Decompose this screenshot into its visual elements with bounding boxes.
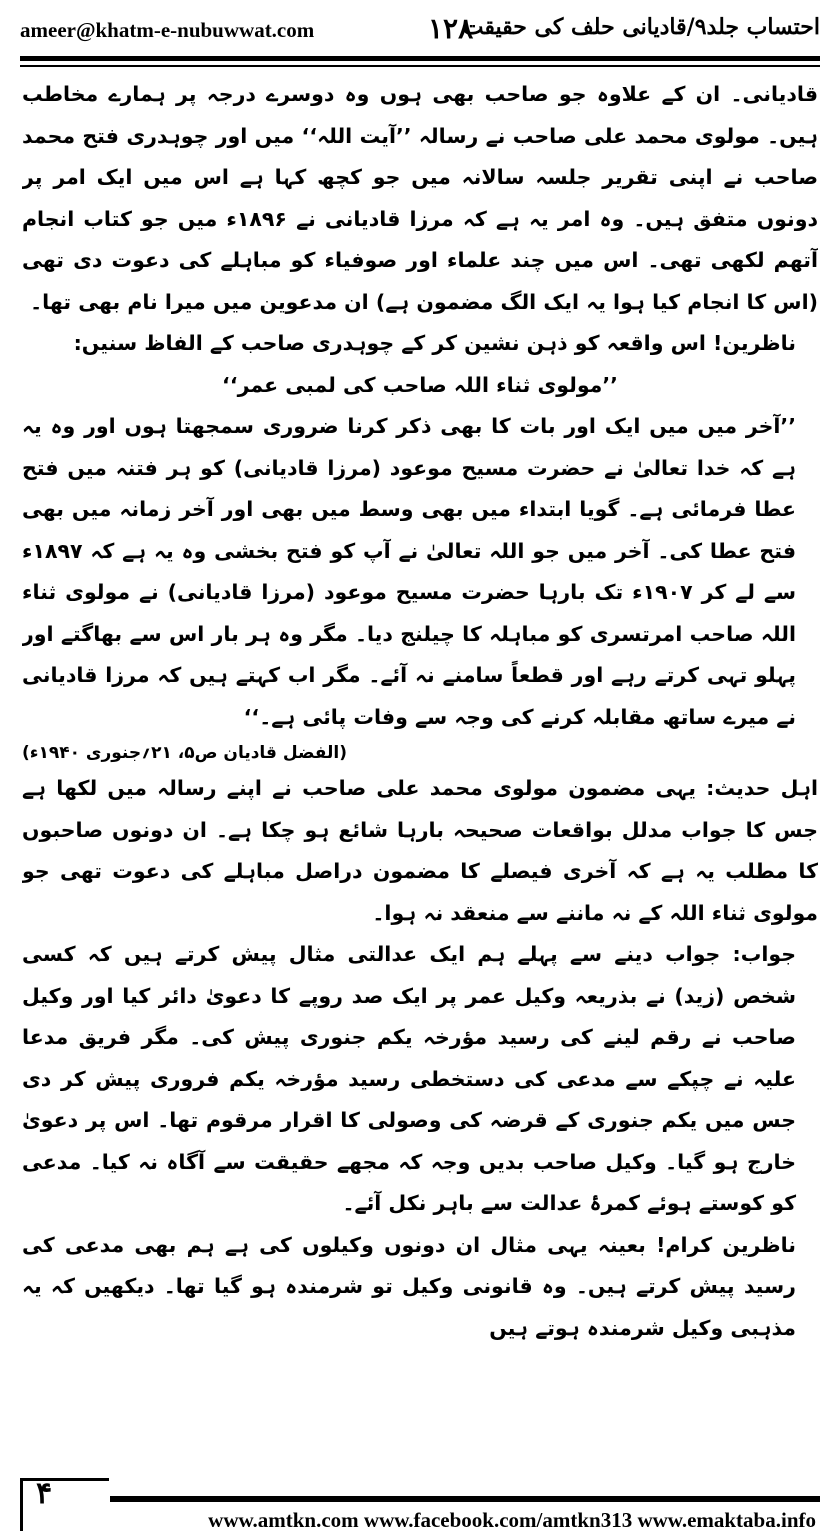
quote-heading: ’’مولوی ثناء اللہ صاحب کی لمبی عمر‘‘ [222,372,618,397]
header-rule-thin [20,65,820,67]
footer-page-marker: ۴ [36,1476,53,1511]
paragraph-1: قادیانی۔ ان کے علاوہ جو صاحب بھی ہوں وہ دوسرے درجہ پر ہمارے مخاطب ہیں۔ مولوی محمد علی صاحب نے رسالہ ’’آیت اللہ‘‘ میں اور چوہدری فتح محمد صاحب نے اپنی تقریر جلسہ سالانہ میں جو کچھ کہا ہے اس میں ایک امر پر دونوں متفق ہیں۔ وہ امر یہ ہے کہ مرزا قادیانی نے ۱۸۹۶ء میں جو کتاب انجام آتھم لکھی تھی۔ اس میں چند علماء اور صوفیاء کو مباہلے کی دعوت دی تھی (اس کا انجام کیا ہوا یہ ایک الگ مضمون ہے) ان مدعوین میں میرا نام بھی تھا۔ [22,82,818,314]
paragraph-3: اہل حدیث: یہی مضمون مولوی محمد علی صاحب نے اپنے رسالہ میں لکھا ہے جس کا جواب مدلل بواقعات صحیحہ بارہا شائع ہو چکا ہے۔ ان دونوں صاحبوں کا مطلب یہ ہے کہ آخری فیصلے کا مضمون دراصل مباہلے کی دعوت تھی جو مولوی ثناء اللہ کے نہ ماننے سے منعقد نہ ہوا۔ [22,776,818,925]
paragraph-5: ناظرین کرام! بعینہ یہی مثال ان دونوں وکیلوں کی ہے ہم بھی مدعی کی رسید پیش کرتے ہیں۔ وہ قانونی وکیل تو شرمندہ ہو گیا تھا۔ دیکھیں کہ یہ مذہبی وکیل شرمندہ ہوتے ہیں [22,1232,796,1340]
paragraph-2: ناظرین! اس واقعہ کو ذہن نشین کر کے چوہدری صاحب کے الفاظ سنیں: [73,331,796,355]
page-header [20,10,820,54]
footer-page-tab [20,1478,109,1531]
header-rule-thick [20,56,820,61]
header-email: ameer@khatm-e-nubuwwat.com [20,18,315,42]
footer-urls: www.amtkn.com www.facebook.com/amtkn313 www.emaktaba.info [208,1508,816,1532]
page-number: ۱۲۸ [428,12,474,45]
running-title: احتساب جلد۹/قادیانی حلف کی حقیقت [462,14,820,40]
page-body [22,74,818,1454]
quote-body: ’’آخر میں میں ایک اور بات کا بھی ذکر کرنا ضروری سمجھتا ہوں اور وہ یہ ہے کہ خدا تعالیٰ نے حضرت مسیح موعود (مرزا قادیانی) کو ہر فتنہ میں فتح عطا فرمائی ہے۔ گویا ابتداء میں بھی وسط میں بھی اور آخر زمانہ میں بھی فتح عطا کی۔ آخر میں جو اللہ تعالیٰ نے آپ کو فتح بخشی وہ یہ ہے کہ ۱۸۹۷ء سے لے کر ۱۹۰۷ء تک بارہا حضرت مسیح موعود (مرزا قادیانی) نے مولوی ثناء اللہ صاحب امرتسری کو مباہلہ کا چیلنج دیا۔ مگر وہ ہر بار اس سے بھاگتے اور پہلو تہی کرتے رہے اور قطعاً سامنے نہ آئے۔ مگر اب کہتے ہیں کہ مرزا قادیانی نے میرے ساتھ مقابلہ کرنے کی وجہ سے وفات پائی ہے۔‘‘ [22,414,796,729]
quote-reference-line [22,738,818,768]
footer-rule [110,1496,820,1502]
quote-reference: (الفضل قادیان ص۵، ۲۱؍جنوری ۱۹۴۰ء) [22,743,348,763]
paragraph-4: جواب: جواب دینے سے پہلے ہم ایک عدالتی مثال پیش کرتے ہیں کہ کسی شخص (زید) نے بذریعہ وکیل عمر پر ایک صد روپے کا دعویٰ دائر کیا اور وکیل صاحب نے رقم لینے کی رسید مؤرخہ یکم جنوری پیش کی۔ مگر فریق مدعا علیہ نے چپکے سے مدعی کی دستخطی رسید مؤرخہ یکم فروری پیش کر دی جس میں یکم جنوری کے قرضہ کی وصولی کا اقرار مرقوم تھا۔ اس پر دعویٰ خارج ہو گیا۔ وکیل صاحب بدیں وجہ کہ مجھے حقیقت سے آگاہ نہ کیا۔ مدعی کو کوستے ہوئے کمرۂ عدالت سے باہر نکل آئے۔ [22,942,796,1215]
